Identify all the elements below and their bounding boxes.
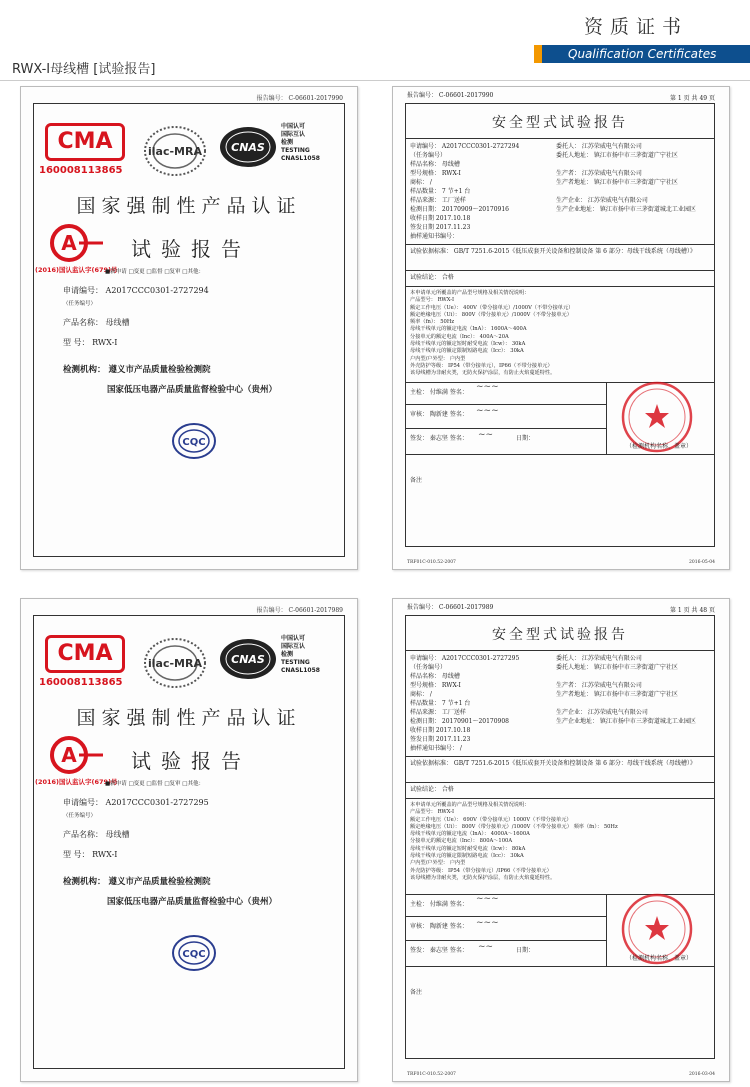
svg-text:A: A [61,743,77,767]
product-model: 型 号： RWX-I [63,850,118,859]
rule [406,286,714,287]
application-number-value: 申请编号： A2017CCC0301-2727295 [63,798,209,807]
client-info [556,142,696,214]
cnas-text-line: 中国认可 [281,635,306,642]
cnas-text-line: 国际互认 [281,643,306,650]
task-number-label: （任务编号） [63,301,97,307]
rule [406,138,714,139]
test-report-page [392,598,730,1082]
date-label: 日期： [516,947,535,954]
product-specifications [410,802,618,882]
spec-line: 额定工作电压（Ue）： 400V（带分接单元）/1000V（不带分接单元） [410,304,574,311]
form-date: 2016-03-04 [689,1072,715,1077]
sample-info-line: 申请编号： A2017CCC0301-2727294 [410,143,520,150]
svg-text:CQC: CQC [182,949,206,960]
sample-info [410,654,519,753]
cnas-text-line: 国际互认 [281,131,306,138]
sample-info [410,142,519,241]
rule [406,756,714,757]
svg-text:CQC: CQC [182,437,206,448]
sample-info-line: 型号规格： RWX-I [410,682,461,689]
sample-info-line: 抽样通知书编号： / [410,745,462,752]
svg-text:CNAS: CNAS [231,141,265,154]
sample-info-line: 检测日期： 20170901～20170908 [410,718,509,725]
sample-info-line: 收样日期 2017.10.18 [410,727,471,734]
page-indicator: 第 1 页 共 48 页 [670,607,715,614]
test-report-page [392,86,730,570]
client-info-line: 生产企业： 江苏荣威电气有限公司 [556,709,648,716]
cnas-text-line: 检测 [281,651,294,658]
sample-info-line: 收样日期 2017.10.18 [410,215,471,222]
spec-line: 分接单元的额定电流（Inc）： 400A～20A [410,333,509,340]
form-number: TRF01C-010.52-2007 [407,560,456,565]
rule [406,270,714,271]
sample-info-line: 样品数量： 7 节+1 台 [410,700,471,707]
ca-number: (2016)国认监认字(679)号 [35,778,118,786]
client-info-line: 委托人： 江苏荣威电气有限公司 [556,655,642,662]
client-info-line [556,699,696,708]
spec-line: 外壳防护等级： IP54（带分接单元），IP66（不带分接单元） [410,362,553,369]
spec-line: 额定工作电压（Ue）： 690V（带分接单元）1000V（不带分接单元） [410,816,572,823]
svg-text:ilac-MRA: ilac-MRA [148,657,202,670]
inspector-sign: 主检： 付维满 签名： [410,389,468,396]
rule [406,916,606,917]
svg-text:CNAS: CNAS [231,653,265,666]
sample-info-line: 签发日期 2017.11.23 [410,224,471,231]
spec-line: 母线干线单元的额定电流（InA）： 4000A～1600A [410,831,530,838]
remarks: 备注 [410,477,423,484]
reviewer-sign: 审核： 陶新建 签名： [410,411,468,418]
rule [406,428,606,429]
cma-number: 160008113865 [39,165,123,176]
signature-3: ~~ [478,942,494,952]
page-indicator: 第 1 页 共 49 页 [670,95,715,102]
spec-line: 母线干线单元的额定电流（InA）： 1600A～400A [410,326,527,333]
reviewer-sign: 审核： 陶新建 签名： [410,923,468,930]
sample-info-line: 签发日期 2017.11.23 [410,736,471,743]
seal-note: （检测机构名称、盖章） [626,443,693,450]
testing-institution: 检测机构： 遵义市产品质量检验检测院 [63,365,211,375]
sample-info-line: 型号规格： RWX-I [410,170,461,177]
application-number [63,797,209,819]
application-type-checkboxes: ■新申请 □变更 □监督 □复审 □其他： [105,269,204,275]
test-basis: 试验依据标准： GB/T 7251.6-2015《低压成套开关设备和控制设备 第 6 部分：母线干线系统（母线槽）》 [410,248,696,255]
divider [0,80,750,81]
test-report-title: 试验报告 [131,749,251,773]
sample-info-line: 商标： / [410,179,432,186]
spec-line: 母线干线单元的额定限制短路电流（Icc）： 30kA [410,348,524,355]
column-divider [606,382,607,454]
test-conclusion: 试验结论： 合格 [410,274,454,281]
sample-info-line: 样品名称： 母线槽 [410,673,460,680]
client-info-line: 生产企业： 江苏荣威电气有限公司 [556,197,648,204]
ca-seal-logo [49,735,105,775]
spec-line: 本申请单元所覆盖的产品型号规格及相关情况说明： [410,802,530,808]
report-frame [405,103,715,547]
sample-info-line: 样品名称： 母线槽 [410,161,460,168]
ilac-mra-logo [141,635,209,691]
seal-note: （检测机构名称、盖章） [626,955,693,962]
cnas-text-line: TESTING [281,147,310,154]
report-number: 报告编号： C-06601-2017990 [407,92,494,99]
signature-3: ~~ [478,430,494,440]
spec-line: 额定绝缘电压（Ui）： 800V（带分接单元）/1000V（不带分接单元） [410,311,572,318]
application-type-checkboxes: ■新申请 □变更 □监督 □复审 □其他： [105,781,204,787]
spec-line: 分接单元的额定电流（Inc）： 800A～100A [410,838,513,845]
product-name: 产品名称： 母线槽 [63,318,130,327]
product-specifications [410,290,573,378]
rule [406,940,606,941]
certificate-cover-page [20,598,358,1082]
application-number-value: 申请编号： A2017CCC0301-2727294 [63,286,209,295]
sample-info-line: （任务编号） [410,664,447,671]
cnas-text-line: 中国认可 [281,123,306,130]
client-info-line: 生产者： 江苏荣威电气有限公司 [556,682,642,689]
cma-number: 160008113865 [39,677,123,688]
signature-2: ~~~ [476,918,499,928]
spec-line: 频率（fn）： 50Hz [410,319,455,326]
spec-line: 产品型号： RWX-I [410,809,455,816]
cnas-logo [217,635,279,683]
spec-line: 母线干线单元的额定限制短路电流（Icc）： 30kA [410,853,524,860]
cma-logo: CMA [45,123,125,161]
rule [406,404,606,405]
testing-center: 国家低压电器产品质量监督检验中心（贵州） [107,897,278,907]
test-report-title: 试验报告 [131,237,251,261]
cnas-logo [217,123,279,171]
client-info-line: 生产者地址： 镇江市扬中市三茅街道广宁社区 [556,179,678,186]
signature-2: ~~~ [476,406,499,416]
test-basis: 试验依据标准： GB/T 7251.6-2015《低压成套开关设备和控制设备 第 6 部分：母线干线系统（母线槽）》 [410,760,696,767]
client-info-line: 委托人地址： 镇江市扬中市三茅街道广宁社区 [556,664,678,671]
svg-text:ilac-MRA: ilac-MRA [148,145,202,158]
section-subtitle: Qualification Certificates [568,47,717,61]
product-model: 型 号： RWX-I [63,338,118,347]
product-name: 产品名称： 母线槽 [63,830,130,839]
client-info-line: 生产者： 江苏荣威电气有限公司 [556,170,642,177]
certificate-title: 国家强制性产品认证 [76,707,302,729]
report-number: 报告编号： C-06601-2017989 [256,607,343,614]
spec-line: 该母线槽为非耐火类，无防火保护涂层，有防止火焰蔓延特性。 [410,370,556,377]
report-title: 安全型式试验报告 [492,627,628,643]
product-caption: RWX-I母线槽 [试验报告] [12,62,156,77]
sample-info-line: 样品来源： 工厂送样 [410,197,466,204]
client-info-line: 委托人： 江苏荣威电气有限公司 [556,143,642,150]
spec-line: 产品型号： RWX-I [410,297,455,304]
sample-info-line: 样品来源： 工厂送样 [410,709,466,716]
spec-line: 该母线槽为非耐火类，无防火保护涂层，有防止火焰蔓延特性。 [410,874,556,881]
sample-info-line: 抽样通知书编号： [410,233,459,240]
sample-info-line: 检测日期： 20170909～20170916 [410,206,509,213]
signature-1: ~~~ [476,894,499,904]
cnas-text-line: CNASL1058 [281,155,320,162]
spec-line: 本申请单元所覆盖的产品型号规格及相关情况说明： [410,290,530,296]
report-frame [405,615,715,1059]
ilac-mra-logo [141,123,209,179]
approver-sign: 签发： 秦志坚 签名： [410,435,468,442]
task-number-label: （任务编号） [63,813,97,819]
section-subtitle-bar [540,45,750,63]
testing-center: 国家低压电器产品质量监督检验中心（贵州） [107,385,278,395]
certificate-cover-page [20,86,358,570]
spec-line: 母线干线单元的额定短时耐受电流（Icw）： 80kA [410,845,526,852]
client-info-line [556,187,696,196]
spec-line: 额定绝缘电压（Ui）： 800V（带分接单元）/1000V（不带分接单元） 频率（fn）： 50Hz [410,823,618,830]
report-number: 报告编号： C-06601-2017989 [407,604,494,611]
rule [406,782,714,783]
signature-1: ~~~ [476,382,499,392]
date-label: 日期： [516,435,535,442]
rule [406,454,714,455]
report-title: 安全型式试验报告 [492,115,628,131]
section-title: 资质证书 [584,16,689,38]
rule [406,966,714,967]
cnas-text [281,635,320,675]
client-info-line: 生产企业地址： 镇江市扬中市三茅街道城北工业园区 [556,718,696,725]
cqc-logo [171,933,217,973]
cqc-logo [171,421,217,461]
accent-mark [534,45,542,63]
spec-line: 户内型/户外型： 户内型 [410,355,466,362]
remarks: 备注 [410,989,423,996]
client-info [556,654,696,726]
client-info-line [556,160,696,169]
sample-info-line: 申请编号： A2017CCC0301-2727295 [410,655,520,662]
form-date: 2016-05-04 [689,560,715,565]
rule [406,244,714,245]
cnas-text-line: CNASL1058 [281,667,320,674]
spec-line: 户内型/户外型： 户内型 [410,860,466,867]
cma-logo: CMA [45,635,125,673]
form-number: TRF01C-010.52-2007 [407,1072,456,1077]
testing-institution: 检测机构： 遵义市产品质量检验检测院 [63,877,211,887]
certificate-title: 国家强制性产品认证 [76,195,302,217]
cnas-text-line: TESTING [281,659,310,666]
rule [406,650,714,651]
inspector-sign: 主检： 付维满 签名： [410,901,468,908]
svg-text:A: A [61,231,77,255]
column-divider [606,894,607,966]
application-number [63,285,209,307]
cnas-text [281,123,320,163]
approver-sign: 签发： 秦志坚 签名： [410,947,468,954]
report-number: 报告编号： C-06601-2017990 [256,95,343,102]
spec-line: 母线干线单元的额定短时耐受电流（Icw）： 30kA [410,341,526,348]
client-info-line: 委托人地址： 镇江市扬中市三茅街道广宁社区 [556,152,678,159]
client-info-line: 生产企业地址： 镇江市扬中市三茅街道城北工业园区 [556,206,696,213]
sample-info-line: （任务编号） [410,152,447,159]
sample-info-line: 商标： / [410,691,432,698]
cnas-text-line: 检测 [281,139,294,146]
test-conclusion: 试验结论： 合格 [410,786,454,793]
ca-seal-logo [49,223,105,263]
client-info-line [556,672,696,681]
sample-info-line: 样品数量： 7 节+1 台 [410,188,471,195]
spec-line: 外壳防护等级： IP54（带分接单元）/IP66（不带分接单元） [410,867,552,874]
ca-number: (2016)国认监认字(679)号 [35,266,118,274]
client-info-line: 生产者地址： 镇江市扬中市三茅街道广宁社区 [556,691,678,698]
rule [406,798,714,799]
